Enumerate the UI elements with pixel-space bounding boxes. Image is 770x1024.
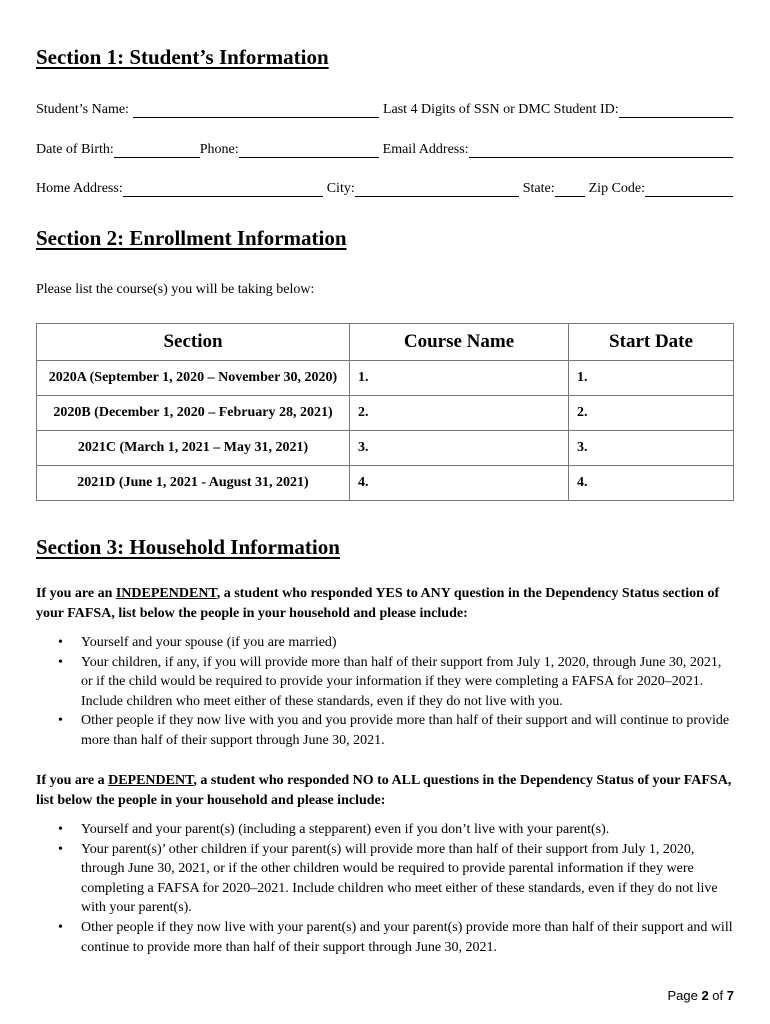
zip-label: Zip Code: [588,181,646,196]
dependent-intro [36,771,736,811]
list-item: • Yourself and your parent(s) (including a stepparent) even if you don’t live with your parent(s). [36,820,736,840]
student-name-label: Student’s Name: [36,102,129,117]
dob-phone-email-row [36,138,733,158]
row-section: 2020B (December 1, 2020 – February 28, 2021) [37,396,350,431]
header-start-date: Start Date [569,324,734,361]
row-section: 2020A (September 1, 2020 – November 30, 2020) [37,361,350,396]
section1-title: Section 1: Student’s Information [36,45,329,69]
dependent-keyword: DEPENDENT [108,773,194,788]
row-section: 2021C (March 1, 2021 – May 31, 2021) [37,431,350,466]
page-total: 7 [726,988,734,1003]
row-course[interactable]: 1. [350,361,569,396]
city-field[interactable] [355,182,519,197]
email-label: Email Address: [382,142,469,157]
independent-list [36,633,736,751]
list-item: • Other people if they now live with your parent(s) and your parent(s) provide more than half of their support and will continue to provide more than half of their support through June 30, 2021. [36,918,736,957]
dob-field[interactable] [114,143,200,158]
table-header-row [37,324,734,361]
independent-keyword: INDEPENDENT [115,586,217,601]
phone-label: Phone: [199,142,239,157]
row-course[interactable]: 4. [350,466,569,501]
row-start-date[interactable]: 2. [569,396,734,431]
list-item: • Your parent(s)’ other children if your parent(s) will provide more than half of their support from July 1, 2020, through June 30, 2021, or if the other children would be required to provide parental information if they were completing a FAFSA for 2020–2021. Include children who meet either of these standards, even if they do not live with your parent(s). [36,840,736,918]
email-field[interactable] [469,143,733,158]
home-address-field[interactable] [123,182,323,197]
enrollment-instruction: Please list the course(s) you will be taking below: [36,282,315,297]
ssn-field[interactable] [619,103,733,118]
table-row [37,431,734,466]
state-field[interactable] [555,182,585,197]
ssn-label: Last 4 Digits of SSN or DMC Student ID: [382,102,619,117]
page-of: of [712,988,724,1003]
dependent-intro-post: , a student who responded NO to ALL questions in the Dependency Status of your FAFSA, list below the people in your household and please include: [36,773,732,808]
enrollment-table [36,323,734,501]
city-label: City: [326,181,355,196]
list-item: • Other people if they now live with you and you provide more than half of their support and will continue to provide more than half of their support through June 30, 2021. [36,711,736,750]
zip-field[interactable] [645,182,733,197]
table-row [37,396,734,431]
list-item: • Your children, if any, if you will provide more than half of their support from July 1, 2020, through June 30, 2021, or if the child would be required to provide your information if they were completing a FAFSA for 2020–2021. Include children who meet either of these standards, even if they do not live with you. [36,653,736,712]
row-section: 2021D (June 1, 2021 - August 31, 2021) [37,466,350,501]
dependent-list [36,820,736,957]
header-section: Section [37,324,350,361]
address-row [36,177,733,197]
list-item: • Yourself and your spouse (if you are married) [36,633,736,653]
row-course[interactable]: 3. [350,431,569,466]
state-label: State: [522,181,555,196]
row-start-date[interactable]: 1. [569,361,734,396]
page-current: 2 [701,988,709,1003]
phone-field[interactable] [239,143,379,158]
independent-intro [36,584,736,624]
independent-intro-pre: If you are an [36,586,116,601]
row-start-date[interactable]: 4. [569,466,734,501]
section2-title: Section 2: Enrollment Information [36,226,347,250]
header-course-name: Course Name [350,324,569,361]
row-start-date[interactable]: 3. [569,431,734,466]
student-name-row [36,98,733,118]
page-number [667,988,734,1003]
home-address-label: Home Address: [36,181,123,196]
page-prefix: Page [667,988,698,1003]
student-name-field[interactable] [133,103,379,118]
row-course[interactable]: 2. [350,396,569,431]
table-row [37,361,734,396]
section3-title: Section 3: Household Information [36,535,340,559]
independent-intro-post: , a student who responded YES to ANY question in the Dependency Status section of your FAFSA, list below the people in your household and please include: [36,586,720,621]
table-row [37,466,734,501]
dependent-intro-pre: If you are a [36,773,109,788]
dob-label: Date of Birth: [36,142,114,157]
